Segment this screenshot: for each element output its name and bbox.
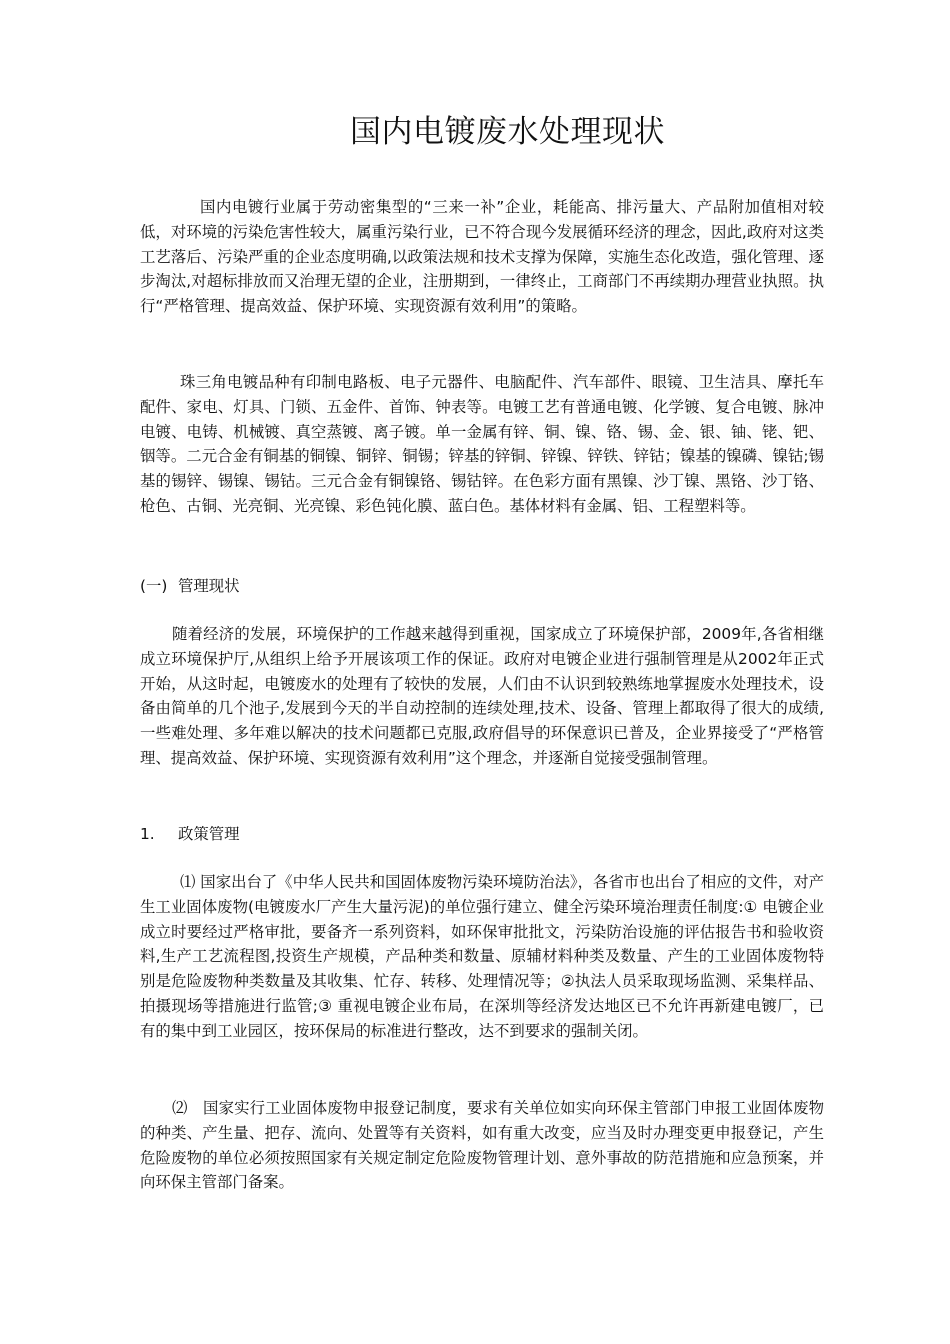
management-paragraph: 随着经济的发展，环境保护的工作越来越得到重视，国家成立了环境保护部，2009年,各省相继成立环境保护厅,从组织上给予开展该项工作的保证。政府对电镀企业进行强制管理是从2002年正式开始，从这时起，电镀废水的处理有了较快的发展，人们由不认识到较熟练地掌握废水处理技术，设备由简单的几个池子,发展到今天的半自动控制的连续处理,技术、设备、管理上都取得了很大的成绩,一些难处理、多年难以解决的技术问题都已克服,政府倡导的环保意识已普及，企业界接受了“严格管理、提高效益、保护环境、实现资源有效利用”这个理念，并逐渐自觉接受强制管理。	[140, 625, 824, 767]
section-number: (一)	[140, 577, 168, 595]
policy-item-2-paragraph: ⑵ 国家实行工业固体废物申报登记制度，要求有关单位如实向环保主管部门申报工业固体废物的种类、产生量、把存、流向、处置等有关资料，如有重大改变，应当及时办理变更申报登记，产生危险废物的单位必须按照国家有关规定制定危险废物管理计划、意外事故的防范措施和应急预案，并向环保主管部门备案。	[140, 1099, 824, 1192]
section-label: 管理现状	[178, 577, 240, 595]
products-paragraph: 珠三角电镀品种有印制电路板、电子元器件、电脑配件、汽车部件、眼镜、卫生洁具、摩托车配件、家电、灯具、门锁、五金件、首饰、钟表等。电镀工艺有普通电镀、化学镀、复合电镀、脉冲电镀、电铸、机械镀、真空蒸镀、离子镀。单一金属有锌、铜、镍、铬、锡、金、银、铀、铑、钯、铟等。二元合金有铜基的铜镍、铜锌、铜锡；锌基的锌铜、锌镍、锌铁、锌钴；镍基的镍磷、镍钴;锡基的锡锌、锡镍、锡钴。三元合金有铜镍铬、锡钴锌。在色彩方面有黑镍、沙丁镍、黑铬、沙丁铬、枪色、古铜、光亮铜、光亮镍、彩色钝化膜、蓝白色。基体材料有金属、铝、工程塑料等。	[140, 373, 824, 515]
section-heading-management-status	[140, 575, 240, 597]
section-number: 1.	[140, 825, 155, 843]
document-title: 国内电镀废水处理现状	[350, 114, 665, 150]
section-heading-policy-management	[140, 823, 240, 845]
policy-item-1-paragraph: ⑴ 国家出台了《中华人民共和国固体废物污染环境防治法》，各省市也出台了相应的文件，对产生工业固体废物(电镀废水厂产生大量污泥)的单位强行建立、健全污染环境治理责任制度:① 电镀企业成立时要经过严格审批，要备齐一系列资料，如环保审批批文，污染防治设施的评估报告书和验收资料,生产工艺流程图,投资生产规模，产品种类和数量、原辅材料种类及数量、产生的工业固体废物特别是危险废物种类数量及其收集、忙存、转移、处理情况等；②执法人员采取现场监测、采集样品、拍摄现场等措施进行监管;③ 重视电镀企业布局，在深圳等经济发达地区已不允许再新建电镀厂，已有的集中到工业园区，按环保局的标准进行整改，达不到要求的强制关闭。	[140, 873, 824, 1040]
intro-paragraph: 国内电镀行业属于劳动密集型的“三来一补”企业，耗能高、排污量大、产品附加值相对较低，对环境的污染危害性较大，属重污染行业，已不符合现今发展循环经济的理念，因此,政府对这类工艺落后、污染严重的企业态度明确,以政策法规和技术支撑为保障，实施生态化改造，强化管理、逐步淘汰,对超标排放而又治理无望的企业，注册期到，一律终止，工商部门不再续期办理营业执照。执行“严格管理、提高效益、保护环境、实现资源有效利用”的策略。	[140, 198, 824, 316]
section-label: 政策管理	[178, 825, 240, 843]
